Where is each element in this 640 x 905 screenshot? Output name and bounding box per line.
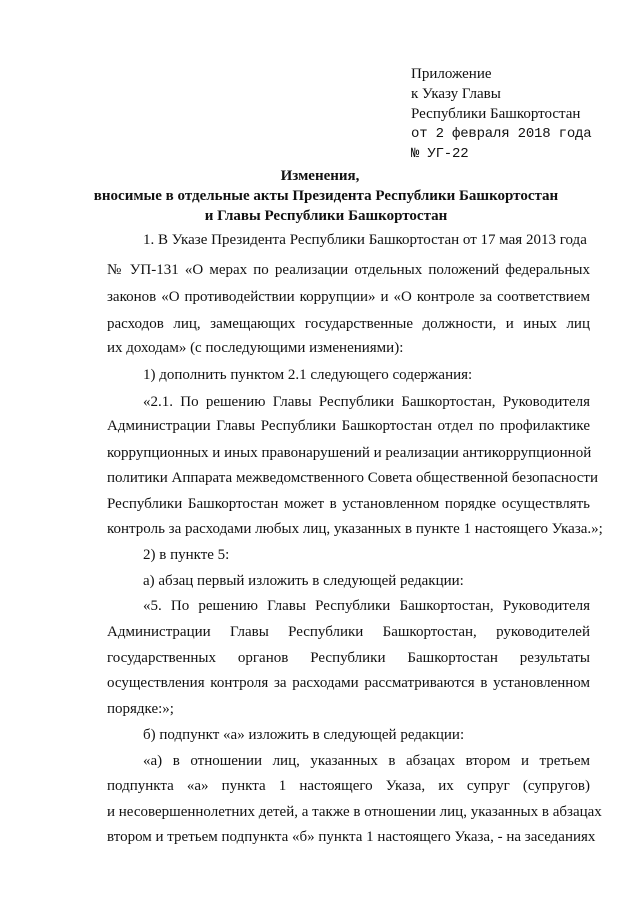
appendix-number: № УГ-22	[411, 146, 469, 162]
body-line: Администрации Главы Республики Башкортостан, руководителей	[107, 624, 590, 640]
body-line: коррупционных и иных правонарушений и реализации антикоррупционной	[107, 445, 592, 461]
appendix-line-3: Республики Башкортостан	[411, 106, 581, 122]
body-line: 2) в пункте 5:	[143, 547, 230, 563]
body-line: Администрации Главы Республики Башкортостан отдел по профилактике	[107, 418, 590, 434]
appendix-line-2: к Указу Главы	[411, 86, 501, 102]
body-line: «5. По решению Главы Республики Башкортостан, Руководителя	[143, 598, 590, 614]
body-line: политики Аппарата межведомственного Совета общественной безопасности	[107, 470, 599, 486]
title-line-3: и Главы Республики Башкортостан	[204, 208, 448, 224]
document-title	[0, 166, 640, 226]
body-line: Республики Башкортостан может в установленном порядке осуществлять	[107, 496, 590, 512]
body-line: расходов лиц, замещающих государственные должности, и иных лиц	[107, 316, 590, 332]
appendix-date: от 2 февраля 2018 года	[411, 126, 592, 142]
body-line: 1. В Указе Президента Республики Башкортостан от 17 мая 2013 года	[143, 232, 587, 248]
title-line-2: вносимые в отдельные акты Президента Республики Башкортостан	[93, 188, 559, 204]
body-line: государственных органов Республики Башкортостан результаты	[107, 650, 590, 666]
body-line: контроль за расходами любых лиц, указанных в пункте 1 настоящего Указа.»;	[107, 521, 603, 537]
body-line: «а) в отношении лиц, указанных в абзацах втором и третьем	[143, 753, 590, 769]
appendix-line-1: Приложение	[411, 66, 492, 82]
body-line: № УП-131 «О мерах по реализации отдельных положений федеральных	[107, 262, 590, 278]
body-line: втором и третьем подпункта «б» пункта 1 настоящего Указа, - на заседаниях	[107, 829, 596, 845]
body-line: б) подпункт «а» изложить в следующей редакции:	[143, 727, 465, 743]
body-line: 1) дополнить пунктом 2.1 следующего содержания:	[143, 367, 473, 383]
appendix-block	[411, 64, 591, 164]
body-line: подпункта «а» пункта 1 настоящего Указа, их супруг (супругов)	[107, 778, 590, 794]
body-line: порядке:»;	[107, 701, 174, 717]
body-line: а) абзац первый изложить в следующей редакции:	[143, 573, 464, 589]
body-line: и несовершеннолетних детей, а также в отношении лиц, указанных в абзацах	[107, 804, 602, 820]
body-line: «2.1. По решению Главы Республики Башкортостан, Руководителя	[143, 394, 590, 410]
body-line: их доходам» (с последующими изменениями):	[107, 340, 404, 356]
title-line-1: Изменения,	[280, 168, 360, 184]
body-line: законов «О противодействии коррупции» и «О контроле за соответствием	[107, 289, 590, 305]
body-line: осуществления контроля за расходами рассматриваются в установленном	[107, 675, 590, 691]
